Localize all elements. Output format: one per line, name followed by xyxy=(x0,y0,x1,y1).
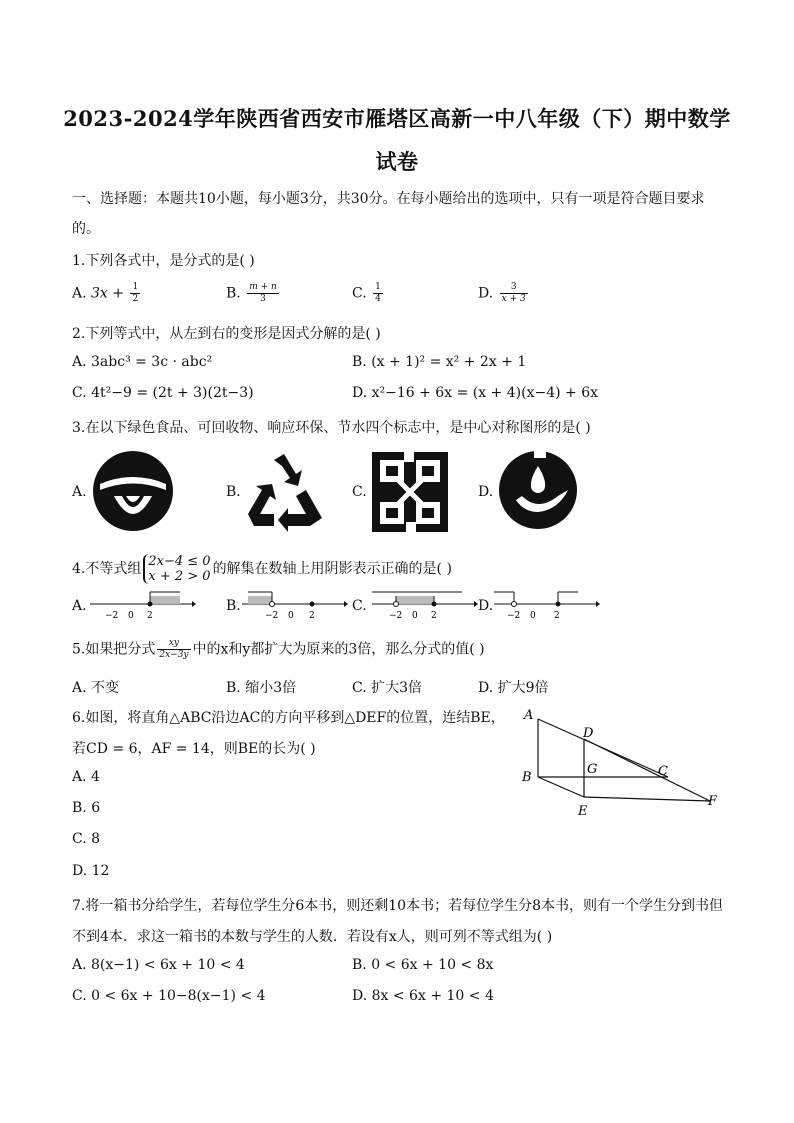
q1-option-c: C. $\frac{1}{4}$ xyxy=(352,282,381,304)
number-line-c xyxy=(370,588,480,622)
q4-option-a-label: A. xyxy=(72,598,87,614)
number-line-d xyxy=(492,588,602,622)
green-food-logo xyxy=(92,450,174,532)
q2-option-a: A. 3abc³ = 3c · abc² xyxy=(72,354,213,370)
q1-option-b: B. $\frac{m + n}{3}$ xyxy=(226,282,277,304)
environment-logo xyxy=(370,450,450,534)
svg-text:−2: −2 xyxy=(507,611,521,621)
svg-text:2: 2 xyxy=(309,611,315,621)
q3-option-d-label: D. xyxy=(478,484,494,500)
water-saving-logo xyxy=(498,450,578,530)
section-header: 一、选择题：本题共10小题，每小题3分，共30分。在每小题给出的选项中，只有一项是符合题目要求 xyxy=(72,191,705,207)
number-line-a xyxy=(88,588,198,622)
q2-option-c: C. 4t²−9 = (2t + 3)(2t−3) xyxy=(72,385,254,401)
q4-option-b-label: B. xyxy=(226,598,241,614)
label-g: G xyxy=(587,762,598,777)
page-title-continued: 试卷 xyxy=(375,149,419,174)
q5-option-b: B. 缩小3倍 xyxy=(226,680,297,696)
q7-stem-continued: 不到4本．求这一箱书的本数与学生的人数．若设有x人，则可列不等式组为( ) xyxy=(72,929,553,945)
svg-text:−2: −2 xyxy=(265,611,279,621)
q6-option-a: A. 4 xyxy=(72,769,100,785)
recycle-logo xyxy=(244,450,326,532)
label-f: F xyxy=(708,794,718,809)
q7-option-d: D. 8x < 6x + 10 < 4 xyxy=(352,988,494,1004)
label-d: D xyxy=(583,726,594,741)
page-title: 2023-2024学年陕西省西安市雁塔区高新一中八年级（下）期中数学 xyxy=(63,106,731,131)
svg-text:2: 2 xyxy=(431,611,437,621)
svg-text:0: 0 xyxy=(530,611,536,621)
label-a: A xyxy=(524,708,534,723)
label-e: E xyxy=(578,804,588,819)
tick-label-0: 0 xyxy=(128,611,134,621)
number-line-b xyxy=(240,588,350,622)
q3-option-a-label: A. xyxy=(72,484,87,500)
q1-option-d: D. $\frac{3}{x + 3}$ xyxy=(478,282,526,304)
q2-option-b: B. (x + 1)² = x² + 2x + 1 xyxy=(352,354,527,370)
q5-stem: 5.如果把分式 $\frac{xy}{2x-3y}$ 中的x和y都扩大为原来的3倍，那么分式的值( ) xyxy=(72,638,485,660)
q7-option-b: B. 0 < 6x + 10 < 8x xyxy=(352,957,494,973)
q1-option-a: A. 3x + $\frac{1}{2}$ xyxy=(72,282,139,304)
tick-label-2: 2 xyxy=(147,611,153,621)
label-c: C xyxy=(658,764,668,779)
q3-option-c-label: C. xyxy=(352,484,367,500)
q5-option-a: A. 不变 xyxy=(72,680,120,696)
q3-option-b-label: B. xyxy=(226,484,241,500)
svg-text:2: 2 xyxy=(554,611,560,621)
q7-option-c: C. 0 < 6x + 10−8(x−1) < 4 xyxy=(72,988,266,1004)
tick-label-neg2: −2 xyxy=(105,611,119,621)
q5-option-c: C. 扩大3倍 xyxy=(352,680,423,696)
q6-stem-continued: 若CD = 6，AF = 14，则BE的长为( ) xyxy=(72,741,316,757)
q6-option-d: D. 12 xyxy=(72,863,110,879)
q2-stem: 2.下列等式中，从左到右的变形是因式分解的是( ) xyxy=(72,326,381,342)
q1-stem: 1.下列各式中，是分式的是( ) xyxy=(72,253,255,269)
svg-text:−2: −2 xyxy=(389,611,403,621)
q7-option-a: A. 8(x−1) < 6x + 10 < 4 xyxy=(72,957,245,973)
q4-option-d-label: D. xyxy=(478,598,494,614)
section-header-continued: 的。 xyxy=(72,221,100,237)
q6-triangle-figure xyxy=(510,705,740,825)
q6-stem: 6.如图，将直角△ABC沿边AC的方向平移到△DEF的位置，连结BE， xyxy=(72,710,505,726)
svg-text:0: 0 xyxy=(288,611,294,621)
q4-stem: 4.不等式组 2x−4 ≤ 0 x + 2 > 0 的解集在数轴上用阴影表示正确的是( ) xyxy=(72,554,452,584)
q3-stem: 3.在以下绿色食品、可回收物、响应环保、节水四个标志中，是中心对称图形的是( ) xyxy=(72,420,591,436)
svg-text:0: 0 xyxy=(412,611,418,621)
q6-option-c: C. 8 xyxy=(72,831,101,847)
q4-option-c-label: C. xyxy=(352,598,367,614)
q7-stem: 7.将一箱书分给学生，若每位学生分6本书，则还剩10本书；若每位学生分8本书，则有一个学生分到书但 xyxy=(72,898,723,914)
q2-option-d: D. x²−16 + 6x = (x + 4)(x−4) + 6x xyxy=(352,385,598,401)
q6-option-b: B. 6 xyxy=(72,800,101,816)
q5-option-d: D. 扩大9倍 xyxy=(478,680,549,696)
label-b: B xyxy=(522,770,532,785)
